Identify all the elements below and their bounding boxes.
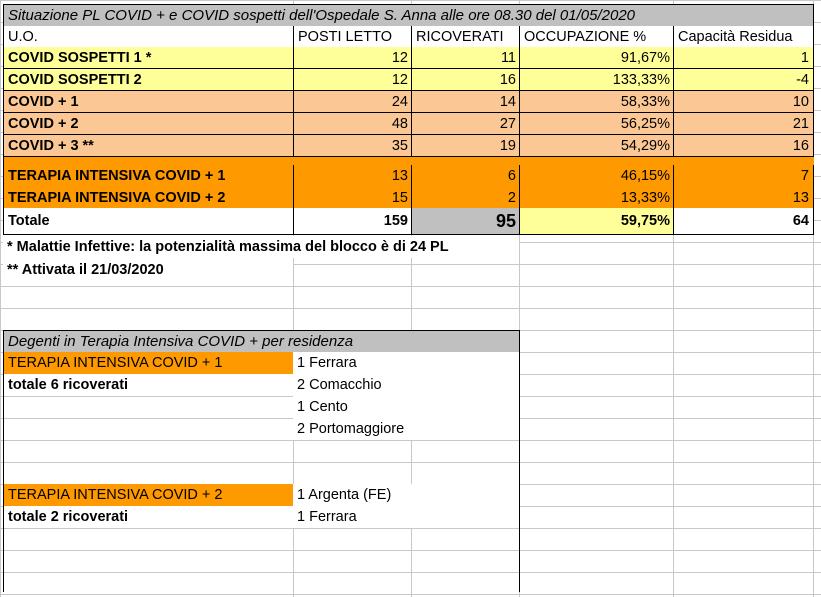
note-line[interactable]: * Malattie Infettive: la potenzialità massima del blocco è di 24 PL xyxy=(3,236,519,258)
residenza-title[interactable]: Degenti in Terapia Intensiva COVID + per residenza xyxy=(3,330,520,353)
header-capacita[interactable]: Capacità Residua xyxy=(673,26,814,48)
cell-capacita[interactable]: 10 xyxy=(673,91,814,113)
cell-capacita[interactable]: 13 xyxy=(673,187,814,209)
cell-occupazione[interactable]: 58,33% xyxy=(519,91,674,113)
cell-posti[interactable]: 48 xyxy=(293,113,412,135)
total-occupazione[interactable]: 59,75% xyxy=(519,208,674,235)
total-ricoverati[interactable]: 95 xyxy=(411,208,520,235)
sheet-title[interactable]: Situazione PL COVID + e COVID sospetti dell'Ospedale S. Anna alle ore 08.30 del 01/05/2020 xyxy=(3,4,814,27)
cell-uo[interactable]: COVID SOSPETTI 1 * xyxy=(3,47,294,69)
residence-item[interactable]: 1 Cento xyxy=(293,396,519,418)
header-uo[interactable]: U.O. xyxy=(3,26,294,48)
cell-ricoverati[interactable]: 14 xyxy=(411,91,520,113)
cell-posti[interactable]: 13 xyxy=(293,165,412,188)
cell-ricoverati[interactable]: 11 xyxy=(411,47,520,69)
cell-posti[interactable]: 12 xyxy=(293,69,412,91)
total-posti[interactable]: 159 xyxy=(293,208,412,235)
cell-uo[interactable]: TERAPIA INTENSIVA COVID + 2 xyxy=(3,187,294,209)
cell-ricoverati[interactable]: 16 xyxy=(411,69,520,91)
cell-occupazione[interactable]: 56,25% xyxy=(519,113,674,135)
cell-ricoverati[interactable]: 6 xyxy=(411,165,520,188)
residence-item[interactable]: 1 Ferrara xyxy=(293,506,519,528)
residence-item[interactable]: 1 Ferrara xyxy=(293,352,519,374)
group-name[interactable]: TERAPIA INTENSIVA COVID + 1 xyxy=(4,352,293,374)
total-capacita[interactable]: 64 xyxy=(673,208,814,235)
cell-capacita[interactable]: 21 xyxy=(673,113,814,135)
cell-uo[interactable]: COVID SOSPETTI 2 xyxy=(3,69,294,91)
group-total[interactable]: totale 2 ricoverati xyxy=(4,506,293,528)
cell-uo[interactable]: TERAPIA INTENSIVA COVID + 1 xyxy=(3,165,294,188)
cell-posti[interactable]: 24 xyxy=(293,91,412,113)
note-line[interactable]: ** Attivata il 21/03/2020 xyxy=(3,259,293,281)
cell-ricoverati[interactable]: 27 xyxy=(411,113,520,135)
cell-capacita[interactable]: -4 xyxy=(673,69,814,91)
residence-item[interactable]: 1 Argenta (FE) xyxy=(293,484,519,506)
group-name[interactable]: TERAPIA INTENSIVA COVID + 2 xyxy=(4,484,293,506)
header-occupazione[interactable]: OCCUPAZIONE % xyxy=(519,26,674,48)
cell-capacita[interactable]: 1 xyxy=(673,47,814,69)
cell-uo[interactable]: COVID + 3 ** xyxy=(3,135,294,157)
cell-uo[interactable]: COVID + 1 xyxy=(3,91,294,113)
cell-ricoverati[interactable]: 2 xyxy=(411,187,520,209)
cell-occupazione[interactable]: 91,67% xyxy=(519,47,674,69)
total-label[interactable]: Totale xyxy=(3,208,294,235)
group-total[interactable]: totale 6 ricoverati xyxy=(4,374,293,396)
residence-item[interactable]: 2 Portomaggiore xyxy=(293,418,519,440)
header-ricoverati[interactable]: RICOVERATI xyxy=(411,26,520,48)
cell-occupazione[interactable]: 133,33% xyxy=(519,69,674,91)
header-posti-letto[interactable]: POSTI LETTO xyxy=(293,26,412,48)
cell-occupazione[interactable]: 13,33% xyxy=(519,187,674,209)
cell-posti[interactable]: 12 xyxy=(293,47,412,69)
cell-capacita[interactable]: 7 xyxy=(673,165,814,188)
residence-item[interactable]: 2 Comacchio xyxy=(293,374,519,396)
cell-uo[interactable]: COVID + 2 xyxy=(3,113,294,135)
cell-ricoverati[interactable]: 19 xyxy=(411,135,520,157)
cell-occupazione[interactable]: 46,15% xyxy=(519,165,674,188)
cell-occupazione[interactable]: 54,29% xyxy=(519,135,674,157)
cell-posti[interactable]: 35 xyxy=(293,135,412,157)
cell-capacita[interactable]: 16 xyxy=(673,135,814,157)
cell-posti[interactable]: 15 xyxy=(293,187,412,209)
